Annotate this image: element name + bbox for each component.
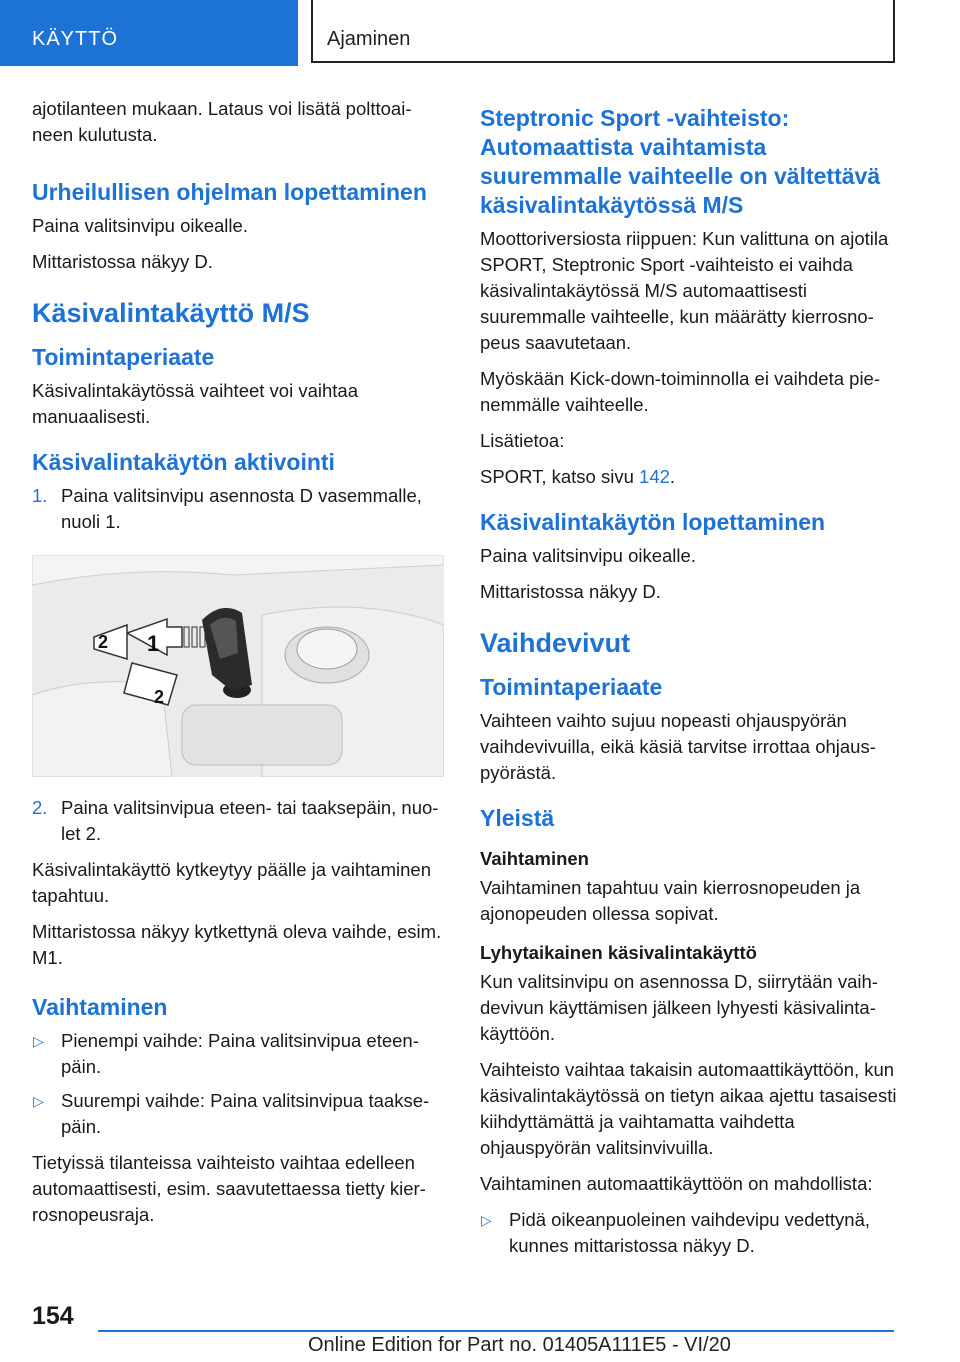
gear-selector-drawing bbox=[32, 555, 444, 777]
heading-principle: Toimintaperiaate bbox=[32, 344, 215, 370]
step-text: Paina valitsinvipua eteen- tai taaksepäin, nuolet 2. bbox=[61, 797, 439, 844]
paragraph: Paina valitsinvipu oikealle. bbox=[480, 545, 696, 566]
page-reference-link[interactable]: 142 bbox=[639, 466, 670, 487]
step-number: 1. bbox=[32, 485, 48, 506]
heading-general: Yleistä bbox=[480, 805, 555, 831]
paragraph: Mittaristossa näkyy D. bbox=[480, 581, 661, 602]
triangle-bullet-icon: ▷ bbox=[481, 1212, 492, 1228]
shifting-list bbox=[32, 1028, 444, 1140]
paragraph: Vaihtaminen tapahtuu vain kierrosnopeuden ja ajonopeuden ollessa sopivat. bbox=[480, 877, 861, 924]
paragraph: Vaihteisto vaihtaa takaisin automaattikäyttöön, kun käsivalintakäytössä on tietyn aikaa ajettu tasaisesti kiihdyttämättä ja vaihtamatta vaihdetta ohjauspyörän valitsinvivuilla. bbox=[480, 1059, 897, 1158]
heading-stop-manual: Käsivalintakäytön lopettaminen bbox=[480, 509, 826, 535]
chapter-title: Ajaminen bbox=[327, 28, 411, 50]
paragraph: Vaihtaminen automaattikäyttöön on mahdollista: bbox=[480, 1173, 873, 1194]
chapter-box bbox=[311, 0, 895, 63]
reference-end: . bbox=[669, 466, 676, 487]
paragraph: Mittaristossa näkyy kytkettynä oleva vaihde, esim. M1. bbox=[32, 921, 442, 968]
section-title: KÄYTTÖ bbox=[32, 28, 119, 50]
step-text: Paina valitsinvipu asennosta D vasemmalle, nuoli 1. bbox=[61, 485, 422, 532]
heading-steptronic: Steptronic Sport -vaihteisto: Automaattista vaihtamista suuremmalle vaihteelle on vältettävä käsivalintakäytössä M/S bbox=[480, 105, 881, 218]
subheading-shifting: Vaihtaminen bbox=[480, 848, 589, 869]
paragraph: Myöskään Kick-down-toiminnolla ei vaihdeta pienemmälle vaihteelle. bbox=[480, 368, 881, 415]
list-item bbox=[32, 1028, 444, 1080]
return-to-auto-list bbox=[480, 1207, 898, 1259]
paragraph: Mittaristossa näkyy D. bbox=[32, 251, 213, 272]
step-number: 2. bbox=[32, 797, 48, 818]
list-item bbox=[480, 1207, 898, 1259]
section-tab bbox=[0, 0, 298, 66]
paragraph: Moottoriversiosta riippuen: Kun valittuna on ajotila SPORT, Steptronic Sport -vaihteisto ei vaihda käsivalintakäytössä M/S automaattisesti suuremmalle vaihteelle, kun määrätty kierrosnopeus saavutetaan. bbox=[480, 228, 889, 353]
paragraph: Käsivalintakäyttö kytkeytyy päälle ja vaihtaminen tapahtuu. bbox=[32, 859, 431, 906]
heading-principle: Toimintaperiaate bbox=[480, 674, 663, 700]
bullet-text: Pidä oikeanpuoleinen vaihdevipu vedettynä, kunnes mittaristossa näkyy D. bbox=[509, 1209, 871, 1256]
bullet-text: Suurempi vaihde: Paina valitsinvipua taaksepäin. bbox=[61, 1090, 430, 1137]
triangle-bullet-icon: ▷ bbox=[33, 1093, 44, 1109]
list-item bbox=[32, 795, 444, 847]
figure-label-2-upper: 2 bbox=[98, 632, 109, 652]
right-column bbox=[480, 96, 898, 1269]
reference-paragraph bbox=[480, 464, 898, 490]
bullet-text: Pienempi vaihde: Paina valitsinvipua eteenpäin. bbox=[61, 1030, 419, 1077]
list-item bbox=[32, 1088, 444, 1140]
reference-text: SPORT, katso sivu bbox=[480, 466, 640, 487]
page-number: 154 bbox=[32, 1302, 74, 1330]
steps-list-continued bbox=[32, 795, 444, 847]
triangle-bullet-icon: ▷ bbox=[33, 1033, 44, 1049]
paragraph: Kun valitsinvipu on asennossa D, siirrytään vaihdevivun käyttämisen jälkeen lyhyesti käsivalintakäyttöön. bbox=[480, 971, 878, 1044]
heading-manual-mode: Käsivalintakäyttö M/S bbox=[32, 298, 310, 328]
heading-shifting: Vaihtaminen bbox=[32, 994, 168, 1020]
figure-label-1: 1 bbox=[147, 631, 160, 656]
heading-paddles: Vaihdevivut bbox=[480, 628, 631, 658]
figure-label-2-lower: 2 bbox=[154, 687, 165, 707]
left-column bbox=[32, 96, 444, 1238]
paragraph: Paina valitsinvipu oikealle. bbox=[32, 215, 248, 236]
edition-footer: Online Edition for Part no. 01405A111E5 - VI/20 bbox=[308, 1334, 731, 1356]
footer-divider bbox=[98, 1330, 894, 1332]
heading-stop-sport: Urheilullisen ohjelman lopettaminen bbox=[32, 179, 427, 205]
paragraph: Käsivalintakäytössä vaihteet voi vaihtaa manuaalisesti. bbox=[32, 380, 358, 427]
paragraph: Lisätietoa: bbox=[480, 430, 565, 451]
paragraph: Tietyissä tilanteissa vaihteisto vaihtaa edelleen automaattisesti, esim. saavutettaessa tietty kierrosnopeusraja. bbox=[32, 1152, 426, 1225]
subheading-temporary-manual: Lyhytaikainen käsivalintakäyttö bbox=[480, 942, 757, 963]
heading-activate: Käsivalintakäytön aktivointi bbox=[32, 449, 335, 475]
intro-paragraph: ajotilanteen mukaan. Lataus voi lisätä polttoaineen kulutusta. bbox=[32, 98, 412, 145]
steps-list bbox=[32, 483, 444, 535]
gear-selector-illustration bbox=[32, 555, 444, 777]
paragraph: Vaihteen vaihto sujuu nopeasti ohjauspyörän vaihdevivuilla, eikä käsiä tarvitse irrottaa ohjauspyörästä. bbox=[480, 710, 876, 783]
list-item bbox=[32, 483, 444, 535]
